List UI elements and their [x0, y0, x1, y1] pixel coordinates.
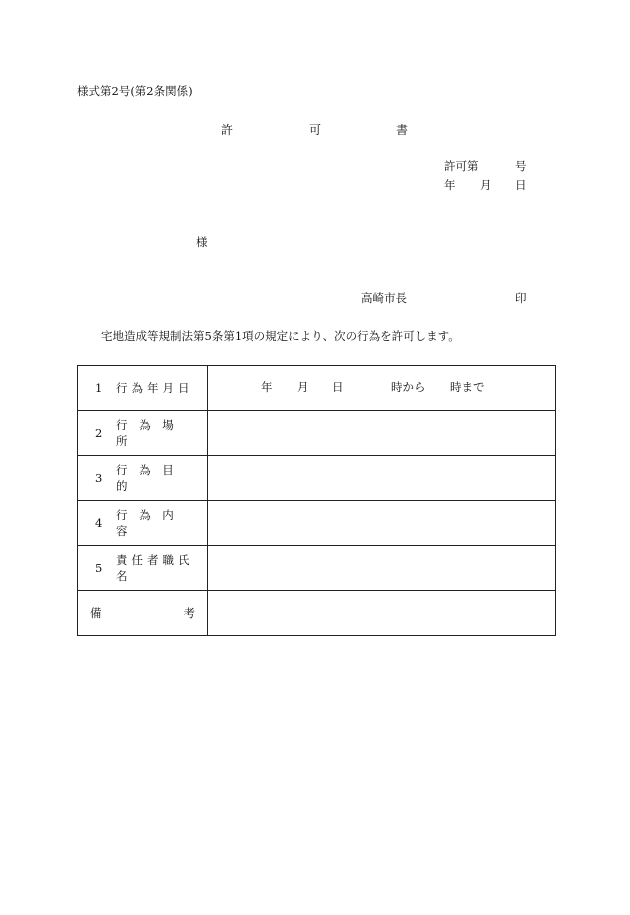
issuer-title: 高崎市長	[361, 291, 407, 305]
row-label: 行 為 場 所	[116, 418, 178, 448]
document-title-char-3: 書	[396, 123, 409, 137]
table-label-cell	[78, 591, 208, 636]
datetime-from: 時から	[391, 380, 426, 394]
row-label: 行 為 目 的	[116, 463, 178, 493]
issue-date-day: 日	[515, 178, 527, 192]
table-value-cell	[208, 591, 556, 636]
row-number: 4	[95, 516, 103, 530]
row-label: 行 為 内 容	[116, 508, 178, 538]
seal-mark: 印	[515, 291, 527, 305]
addressee-honorific: 様	[196, 235, 208, 249]
body-text: 宅地造成等規制法第5条第1項の規定により、次の行為を許可します。	[101, 329, 460, 343]
table-row	[78, 546, 556, 591]
table-label-cell	[78, 366, 208, 411]
row-label: 行為年月日	[116, 381, 194, 395]
table-row	[78, 456, 556, 501]
document-title-char-1: 許	[221, 123, 234, 137]
issue-date-month: 月	[480, 178, 492, 192]
datetime-day: 日	[332, 380, 344, 394]
datetime-until: 時まで	[450, 380, 485, 394]
table-value-cell	[208, 411, 556, 456]
table-label-cell	[78, 501, 208, 546]
table-value-cell	[208, 366, 556, 411]
datetime-year: 年	[261, 380, 273, 394]
row-number: 5	[95, 561, 103, 575]
table-label-cell	[78, 411, 208, 456]
table-label-cell	[78, 546, 208, 591]
table-label-cell	[78, 456, 208, 501]
row-number: 2	[95, 426, 103, 440]
table-value-cell	[208, 456, 556, 501]
permit-number-suffix: 号	[515, 159, 527, 173]
table-row	[78, 501, 556, 546]
row-number: 1	[95, 381, 103, 395]
permit-details-table	[77, 365, 556, 636]
remarks-label-left: 備	[90, 606, 102, 620]
document-title-char-2: 可	[309, 123, 322, 137]
remarks-label-right: 考	[183, 606, 195, 620]
form-number: 様式第2号(第2条関係)	[77, 84, 193, 98]
permit-number-label: 許可第	[444, 159, 479, 173]
row-label: 責任者職氏名	[116, 553, 194, 583]
table-row	[78, 366, 556, 411]
table-value-cell	[208, 501, 556, 546]
issue-date-year: 年	[444, 178, 456, 192]
datetime-month: 月	[297, 380, 309, 394]
table-row	[78, 411, 556, 456]
table-value-cell	[208, 546, 556, 591]
table-row	[78, 591, 556, 636]
row-number: 3	[95, 471, 103, 485]
